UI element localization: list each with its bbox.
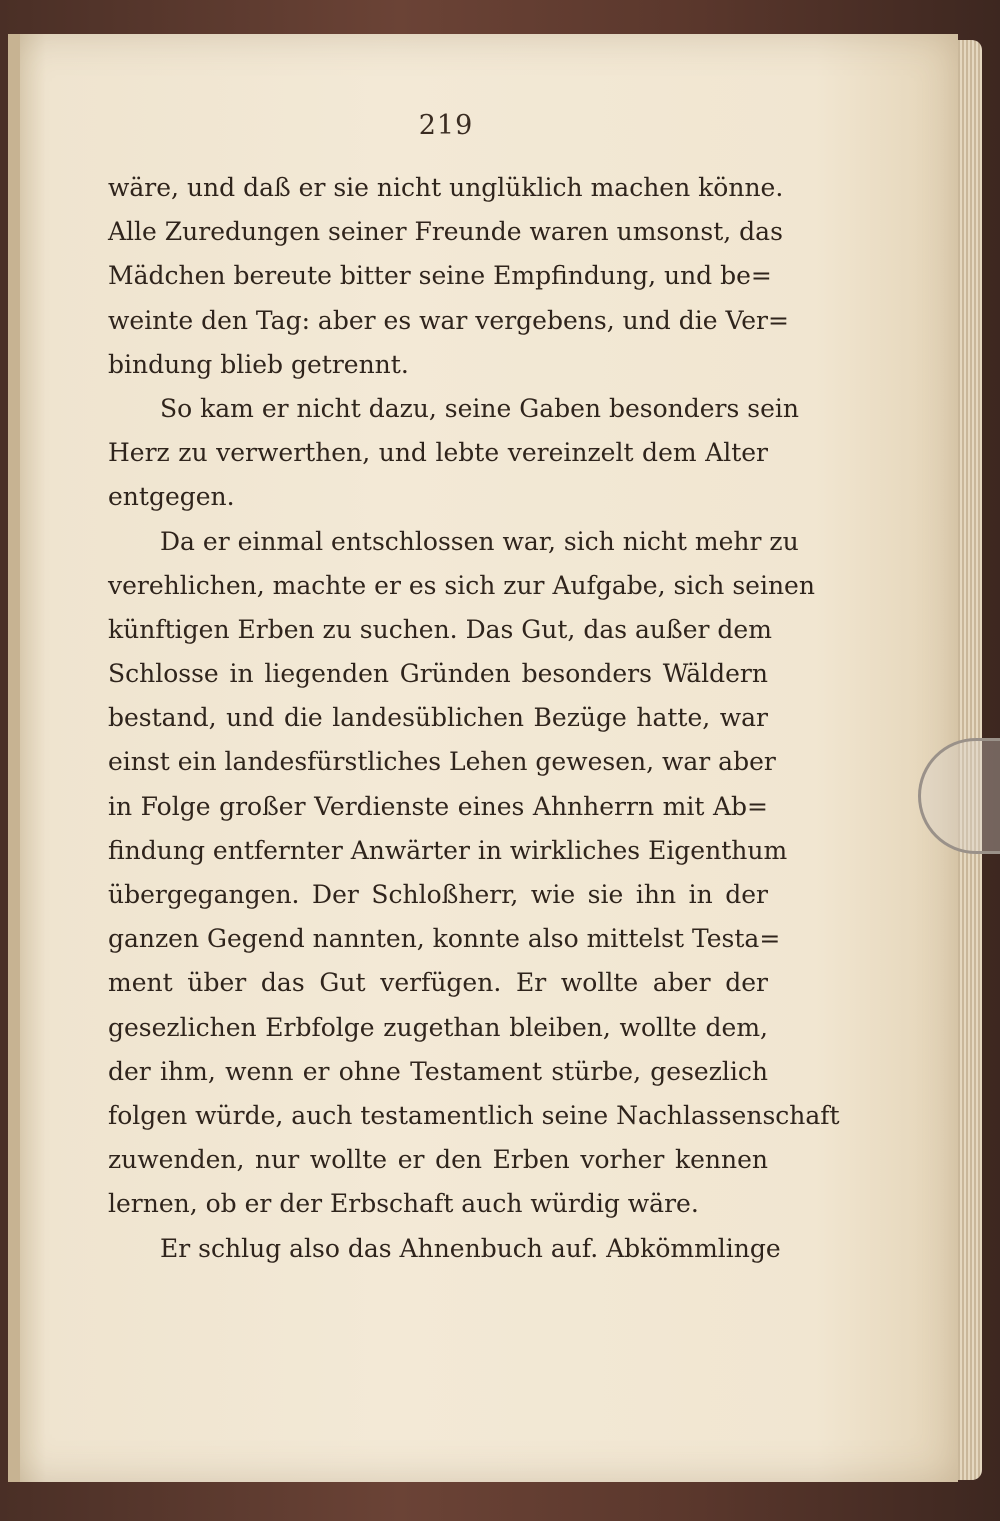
text-line: bestand, und die landesüblichen Bezüge hatte, war [108, 703, 768, 733]
text-line: weinte den Tag: aber es war vergebens, und die Ver= [108, 305, 789, 335]
text-line: So kam er nicht dazu, seine Gaben besonders sein [160, 393, 800, 423]
text-line: entgegen. [108, 482, 235, 512]
text-line: Da er einmal entschlossen war, sich nicht mehr zu [160, 526, 799, 556]
text-line: lernen, ob er der Erbschaft auch würdig wäre. [108, 1189, 699, 1219]
text-line: Er schlug also das Ahnenbuch auf. Abkömmlinge [160, 1233, 781, 1263]
text-line: der ihm, wenn er ohne Testament stürbe, gesezlich [108, 1056, 768, 1086]
text-line: Herz zu verwerthen, und lebte vereinzelt dem Alter [108, 438, 768, 468]
text-line: künftigen Erben zu suchen. Das Gut, das außer dem [108, 614, 772, 644]
text-line: findung entfernter Anwärter in wirkliches Eigenthum [108, 835, 788, 865]
text-line: in Folge großer Verdienste eines Ahnherrn mit Ab= [108, 791, 768, 821]
text-line: ment über das Gut verfügen. Er wollte aber der [108, 968, 768, 998]
text-line: ganzen Gegend nannten, konnte also mittelst Testa= [108, 924, 781, 954]
text-line: Alle Zuredungen seiner Freunde waren umsonst, das [108, 217, 783, 247]
text-line: Mädchen bereute bitter seine Empfindung, und be= [108, 261, 772, 291]
text-line: folgen würde, auch testamentlich seine Nachlassenschaft [108, 1100, 840, 1130]
text-line: wäre, und daß er sie nicht unglüklich machen könne. [108, 173, 784, 202]
binding-edge [8, 34, 20, 1482]
text-line: bindung blieb getrennt. [108, 349, 409, 379]
text-block [108, 166, 840, 1271]
page-number: 219 [418, 110, 474, 141]
text-line: einst ein landesfürstliches Lehen gewesen, war aber [108, 747, 776, 777]
text-line: zuwenden, nur wollte er den Erben vorher kennen [108, 1145, 768, 1175]
book-page [8, 34, 958, 1482]
text-line: verehlichen, machte er es sich zur Aufgabe, sich seinen [108, 570, 815, 600]
text-line: gesezlichen Erbfolge zugethan bleiben, wollte dem, [108, 1012, 768, 1042]
text-line: übergegangen. Der Schloßherr, wie sie ihn in der [108, 880, 768, 909]
text-line: Schlosse in liegenden Gründen besonders Wäldern [108, 659, 768, 689]
